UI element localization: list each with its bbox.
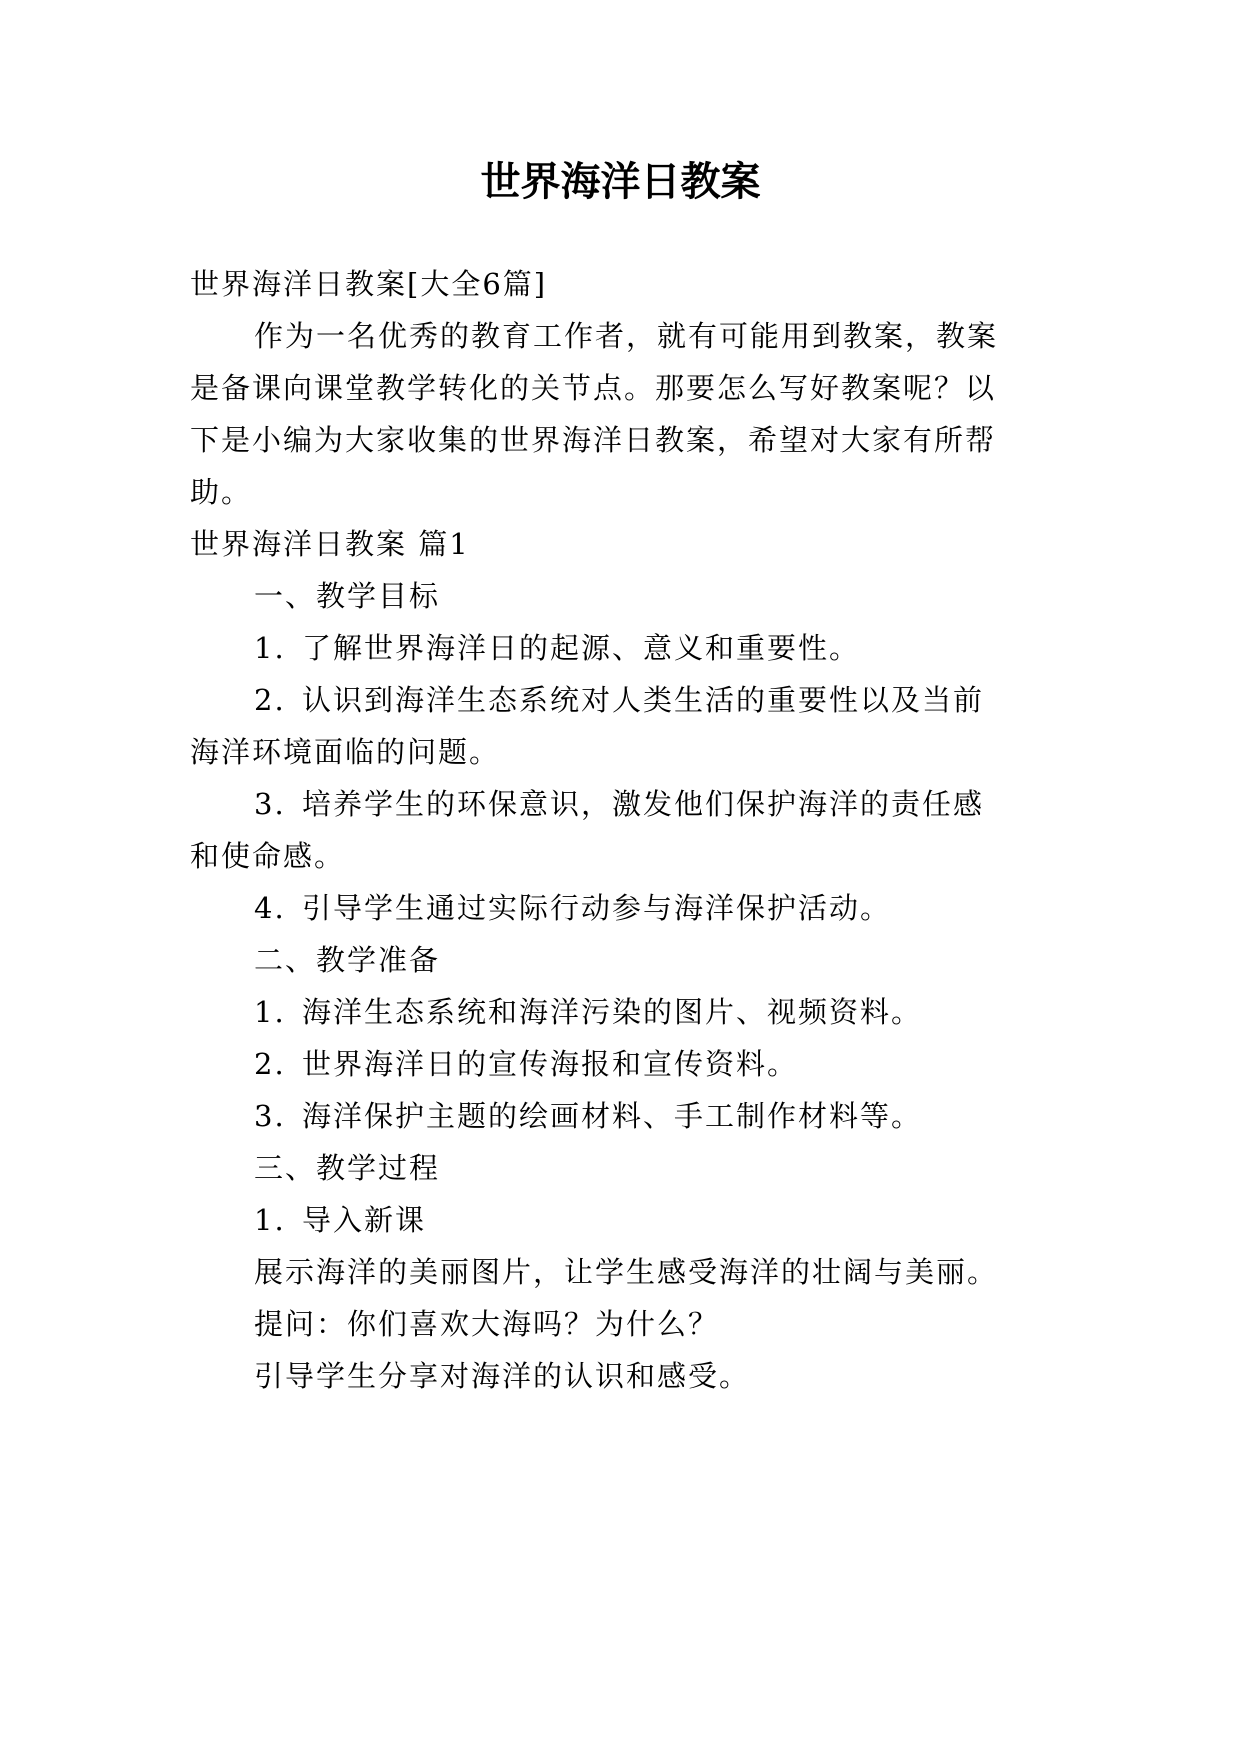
goal-text: 认识到海洋生态系统对人类生活的重要性以及当前 [302,683,985,717]
section-title: 世界海洋日教案 篇1 [190,527,470,561]
prep-item-2 [254,1044,798,1084]
prep-item-3 [254,1096,922,1136]
goal-item-3 [254,784,984,824]
goal-item-2-cont: 海洋环境面临的问题。 [190,735,501,769]
process-text: 导入新课 [302,1203,427,1237]
process-step-1 [254,1200,426,1240]
prep-number: 1. [254,995,286,1029]
goal-number: 2. [254,683,286,717]
goal-item-3-cont: 和使命感。 [190,839,346,873]
prep-text: 世界海洋日的宣传海报和宣传资料。 [302,1047,799,1081]
intro-line-4: 助。 [190,475,253,509]
process-line-1: 展示海洋的美丽图片，让学生感受海洋的壮阔与美丽。 [254,1255,999,1289]
goal-number: 3. [254,787,286,821]
part3-heading: 三、教学过程 [254,1151,441,1185]
prep-number: 2. [254,1047,286,1081]
goal-item-2 [254,680,984,720]
prep-number: 3. [254,1099,286,1133]
goal-text: 培养学生的环保意识，激发他们保护海洋的责任感 [302,787,985,821]
goal-number: 4. [254,891,286,925]
intro-line-2: 是备课向课堂教学转化的关节点。那要怎么写好教案呢？以 [190,371,997,405]
process-line-3: 引导学生分享对海洋的认识和感受。 [254,1359,751,1393]
prep-text: 海洋保护主题的绘画材料、手工制作材料等。 [302,1099,923,1133]
process-line-2: 提问：你们喜欢大海吗？为什么？ [254,1307,720,1341]
goal-text: 引导学生通过实际行动参与海洋保护活动。 [302,891,892,925]
goal-number: 1. [254,631,286,665]
document-title: 世界海洋日教案 [480,159,761,205]
part1-heading: 一、教学目标 [254,579,441,613]
goal-item-4 [254,888,891,928]
goal-item-1 [254,628,860,668]
goal-text: 了解世界海洋日的起源、意义和重要性。 [302,631,861,665]
prep-text: 海洋生态系统和海洋污染的图片、视频资料。 [302,995,923,1029]
prep-item-1 [254,992,922,1032]
process-number: 1. [254,1203,286,1237]
document-subtitle: 世界海洋日教案[大全6篇] [190,267,548,301]
intro-line-1: 作为一名优秀的教育工作者，就有可能用到教案，教案 [254,319,999,353]
intro-line-3: 下是小编为大家收集的世界海洋日教案，希望对大家有所帮 [190,423,997,457]
part2-heading: 二、教学准备 [254,943,441,977]
